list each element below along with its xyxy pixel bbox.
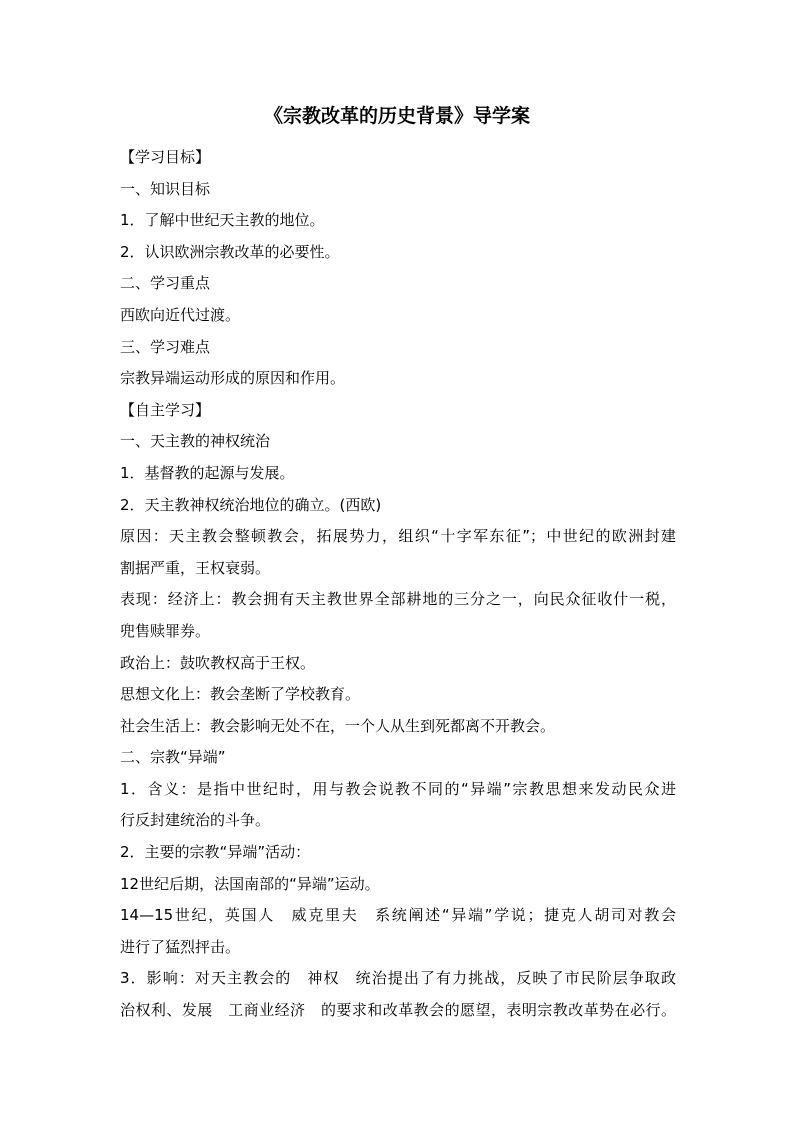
paragraph-line: 表现：经济上：教会拥有天主教世界全部耕地的三分之一，向民众征收什一税， xyxy=(120,590,676,609)
paragraph-line: 进行了猛烈抨击。 xyxy=(120,937,241,956)
paragraph-line: 治权利、发展 工商业经济 的要求和改革教会的愿望，表明宗教改革势在必行。 xyxy=(120,1001,676,1020)
paragraph-line: 思想文化上：教会垄断了学校教育。 xyxy=(120,685,361,704)
subheading-key-points: 二、学习重点 xyxy=(120,274,211,293)
list-item: 2．主要的宗教“异端”活动： xyxy=(120,843,311,862)
subheading-heresy: 二、宗教“异端” xyxy=(120,748,226,767)
paragraph-line: 社会生活上：教会影响无处不在，一个人从生到死都离不开教会。 xyxy=(120,716,556,735)
paragraph-line: 行反封建统治的斗争。 xyxy=(120,811,271,830)
list-item: 1．基督教的起源与发展。 xyxy=(120,463,295,482)
subheading-catholic-theocracy: 一、天主教的神权统治 xyxy=(120,432,271,451)
subheading-difficulties: 三、学习难点 xyxy=(120,337,211,356)
section-heading-self-study: 【自主学习】 xyxy=(120,400,211,419)
list-item: 2．认识欧洲宗教改革的必要性。 xyxy=(120,242,340,261)
list-item: 1．含义：是指中世纪时，用与教会说教不同的“异端”宗教思想来发动民众进 xyxy=(120,779,676,798)
paragraph-line: 12世纪后期，法国南部的“异端”运动。 xyxy=(120,874,380,893)
list-item: 2．天主教神权统治地位的确立。(西欧) xyxy=(120,495,382,514)
paragraph-line: 政治上：鼓吹教权高于王权。 xyxy=(120,653,316,672)
paragraph-line: 西欧向近代过渡。 xyxy=(120,305,241,324)
paragraph-line: 14—15世纪，英国人 威克里夫 系统阐述“异端”学说；捷克人胡司对教会 xyxy=(120,906,676,925)
section-heading-learning-goals: 【学习目标】 xyxy=(120,148,211,166)
document-body xyxy=(120,142,676,1027)
paragraph-line: 原因：天主教会整顿教会，拓展势力，组织“十字军东征”；中世纪的欧洲封建 xyxy=(120,527,676,546)
subheading-knowledge-goals: 一、知识目标 xyxy=(120,179,211,198)
paragraph-line: 兜售赎罪券。 xyxy=(120,621,211,640)
document-title: 《宗教改革的历史背景》导学案 xyxy=(263,105,530,127)
paragraph-line: 宗教异端运动形成的原因和作用。 xyxy=(120,369,346,388)
list-item: 3．影响：对天主教会的 神权 统治提出了有力挑战，反映了市民阶层争取政 xyxy=(120,969,676,988)
list-item: 1．了解中世纪天主教的地位。 xyxy=(120,211,325,230)
paragraph-line: 割据严重，王权衰弱。 xyxy=(120,558,271,577)
